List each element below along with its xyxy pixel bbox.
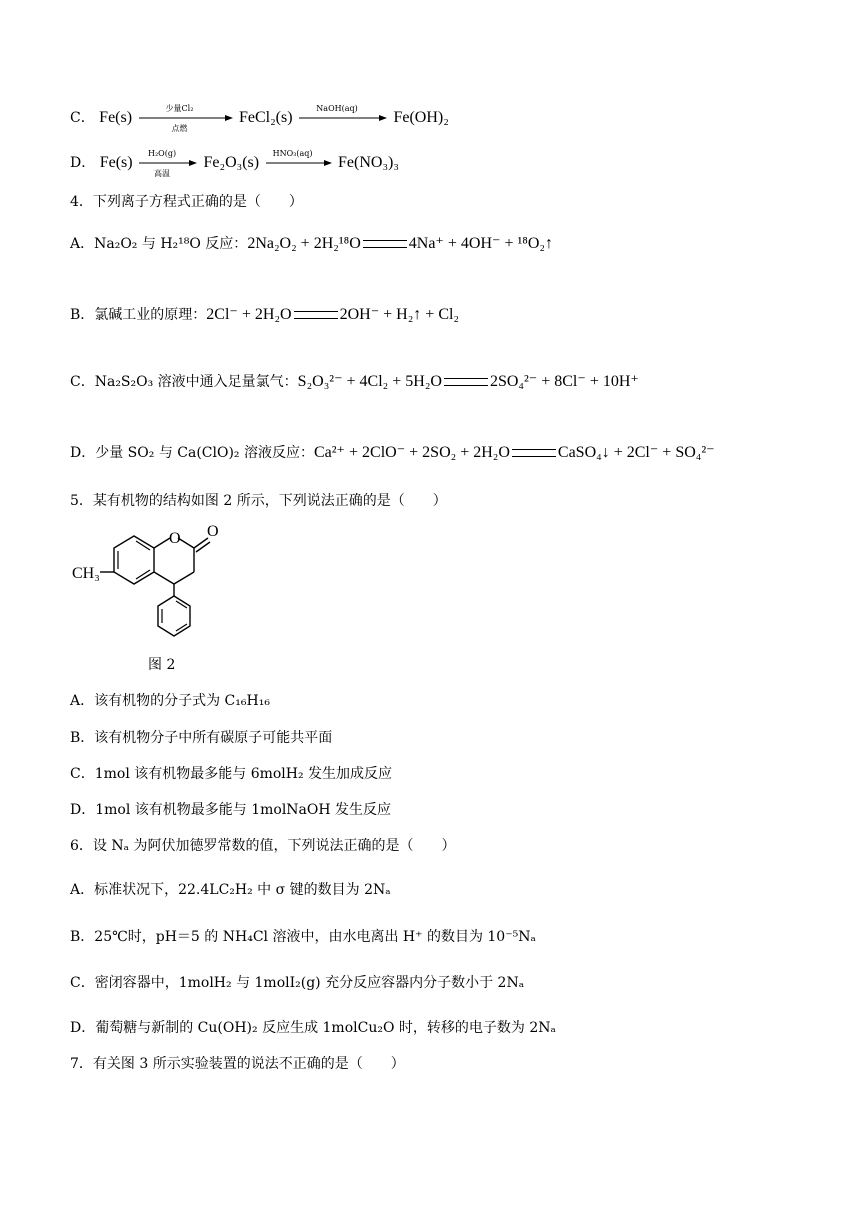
q5-stem: 5．某有机物的结构如图 2 所示，下列说法正确的是（ ）	[70, 493, 447, 509]
arrow-condition-top: 少量Cl₂	[165, 104, 194, 113]
oxygen-label: O	[169, 530, 181, 547]
option-text: Na₂S₂O₃ 溶液中通入足量氯气：	[94, 374, 298, 390]
equation-rhs: CaSO₄↓ + 2Cl⁻ + SO₄²⁻	[557, 444, 715, 461]
q3-option-c	[70, 104, 449, 133]
product: FeCl₂	[238, 109, 276, 126]
q4-option-c	[70, 372, 639, 392]
q4-option-d	[70, 443, 715, 463]
q4-option-b	[70, 305, 459, 325]
q6-option-a: A．标准状况下，22.4LC₂H₂ 中 σ 键的数目为 2Nₐ	[70, 882, 391, 898]
figure-caption: 图 2	[148, 657, 176, 673]
equation-rhs: 4Na⁺ + 4OH⁻ + ¹⁸O₂↑	[408, 235, 553, 252]
q4-stem: 4．下列离子方程式正确的是（ ）	[70, 194, 303, 210]
state: (s)	[115, 109, 133, 126]
q6-option-b: B．25℃时，pH＝5 的 NH₄Cl 溶液中，由水电离出 H⁺ 的数目为 10⁻⁵Nₐ	[70, 929, 536, 945]
option-label: A．	[70, 236, 95, 252]
option-label: D．	[70, 155, 96, 171]
q5-option-a: A．该有机物的分子式为 C₁₆H₁₆	[70, 693, 270, 709]
option-label: C．	[70, 374, 95, 390]
reactant: Fe	[99, 109, 116, 126]
arrow-icon	[139, 159, 197, 167]
equals-sign	[444, 378, 488, 386]
figure-2-structure	[70, 518, 230, 650]
arrow-condition-top: HNO₃(aq)	[272, 149, 313, 158]
reaction-arrow	[266, 149, 332, 173]
equation-rhs: 2SO₄²⁻ + 8Cl⁻ + 10H⁺	[489, 373, 639, 390]
q5-option-d: D．1mol 该有机物最多能与 1molNaOH 发生反应	[70, 802, 392, 818]
q6-option-d: D．葡萄糖与新制的 Cu(OH)₂ 反应生成 1molCu₂O 时，转移的电子数为 2Nₐ	[70, 1020, 556, 1036]
q4-option-a	[70, 234, 553, 254]
equation-lhs: Ca²⁺ + 2ClO⁻ + 2SO₂ + 2H₂O	[313, 444, 510, 461]
option-text: 少量 SO₂ 与 Ca(ClO)₂ 溶液反应：	[95, 445, 314, 461]
product: Fe₂O₃	[203, 154, 243, 171]
reaction-arrow	[139, 149, 197, 178]
option-text: Na₂O₂ 与 H₂¹⁸O 反应：	[94, 236, 248, 252]
q6-stem: 6．设 Nₐ 为阿伏加德罗常数的值，下列说法正确的是（ ）	[70, 838, 456, 854]
option-label: D．	[70, 445, 96, 461]
equals-sign	[363, 240, 407, 248]
arrow-condition-top: NaOH(aq)	[316, 104, 358, 113]
reaction-arrow	[139, 104, 233, 133]
q5-option-c: C．1mol 该有机物最多能与 6molH₂ 发生加成反应	[70, 766, 393, 782]
q6-option-c: C．密闭容器中，1molH₂ 与 1molI₂(g) 充分反应容器内分子数小于 2Nₐ	[70, 975, 525, 991]
option-label: B．	[70, 307, 95, 323]
equals-sign	[512, 449, 556, 457]
carbonyl-oxygen-label: O	[207, 523, 219, 540]
arrow-icon	[266, 159, 332, 167]
molecule-structure	[70, 518, 230, 646]
arrow-condition-top: H₂O(g)	[147, 149, 177, 158]
methyl-label: CH₃	[72, 565, 100, 582]
final-product: Fe(NO₃)₃	[338, 154, 399, 171]
q5-option-b: B．该有机物分子中所有碳原子可能共平面	[70, 730, 333, 746]
arrow-icon	[299, 114, 387, 122]
equals-sign	[294, 311, 338, 319]
equation-lhs: 2Na₂O₂ + 2H₂¹⁸O	[247, 235, 361, 252]
state: (s)	[242, 154, 260, 171]
arrow-condition-bottom: 点燃	[171, 124, 188, 133]
arrow-icon	[139, 114, 233, 122]
q3-option-d	[70, 149, 399, 178]
reactant: Fe	[99, 154, 116, 171]
state: (s)	[275, 109, 293, 126]
q7-stem: 7．有关图 3 所示实验装置的说法不正确的是（ ）	[70, 1056, 405, 1072]
final-product: Fe(OH)₂	[393, 109, 449, 126]
equation-rhs: 2OH⁻ + H₂↑ + Cl₂	[339, 306, 460, 323]
reaction-arrow	[299, 104, 387, 128]
option-text: 氯碱工业的原理：	[94, 307, 207, 323]
arrow-condition-bottom: 高温	[154, 169, 171, 178]
equation-lhs: S₂O₃²⁻ + 4Cl₂ + 5H₂O	[297, 373, 442, 390]
state: (s)	[115, 154, 133, 171]
option-label: C．	[70, 110, 95, 126]
equation-lhs: 2Cl⁻ + 2H₂O	[206, 306, 292, 323]
